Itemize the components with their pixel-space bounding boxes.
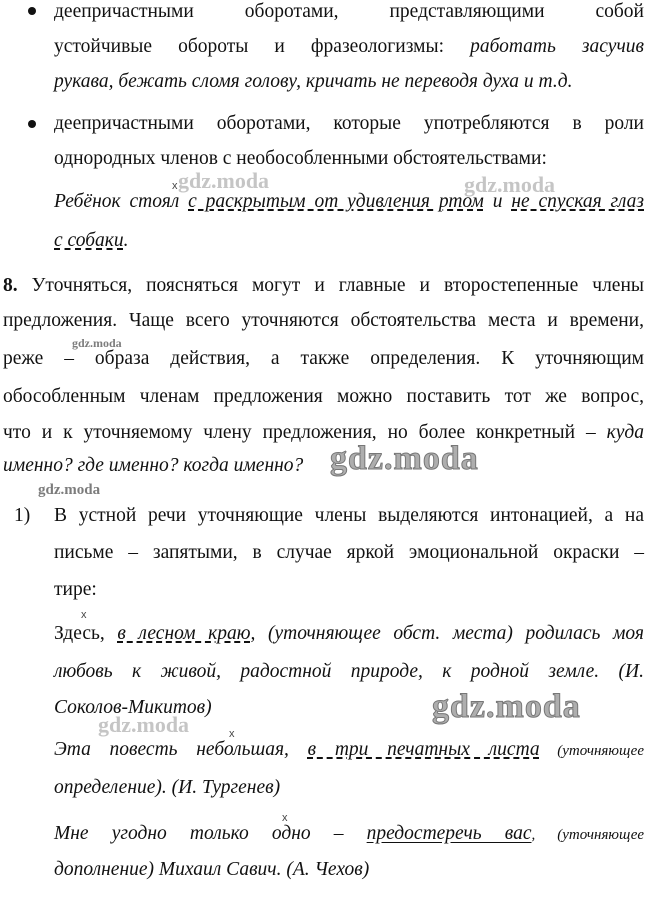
underlined-phrase: предостеречь вас <box>366 823 532 844</box>
text-line: обособленным членам предложения можно поставить тот же вопрос, <box>3 386 644 407</box>
text-line <box>3 274 644 298</box>
italic-example <box>54 190 644 214</box>
underlined-phrase: в три печатных листа <box>307 739 540 760</box>
italic-example <box>54 822 644 847</box>
underlined-phrase: с раскрытым от удивления ртом <box>188 191 484 212</box>
italic-example: куда <box>606 422 644 443</box>
italic-example <box>54 738 644 763</box>
text-span: , (уточняющее <box>531 827 645 843</box>
italic-example <box>54 229 129 253</box>
italic-example: рукава, бежать сломя голову, кричать не переводя духа и т.д. <box>54 71 573 92</box>
text-line: письме – запятыми, в случае яркой эмоциональной окраски – <box>54 542 644 563</box>
text-line: предложения. Чаще всего уточняются обстоятельства места и времени, <box>3 310 644 331</box>
text-line <box>3 421 644 445</box>
list-number: 1) <box>14 505 31 526</box>
italic-example: работать засучив <box>470 36 644 57</box>
text-span: Ребёнок стоял <box>54 191 189 212</box>
text-span: Мне угодно только одно – <box>54 823 367 844</box>
text-span: . <box>123 230 129 251</box>
watermark: gdz.moda <box>330 440 479 477</box>
italic-example <box>54 622 644 646</box>
watermark-mark: x <box>81 609 87 621</box>
watermark: gdz.moda <box>72 336 122 350</box>
watermark: gdz.moda <box>38 482 101 498</box>
text-span: (уточняющее <box>539 743 644 759</box>
italic-example: именно? где именно? когда именно? <box>3 455 304 476</box>
text-line: тире: <box>54 579 97 600</box>
text-line: деепричастными оборотами, представляющими собой <box>54 1 644 22</box>
text-line: реже – образа действия, а также определения. К уточняющим <box>3 348 644 369</box>
underlined-phrase: в лесном краю <box>117 623 251 644</box>
text-line: деепричастными оборотами, которые употребляются в роли <box>54 113 644 134</box>
watermark: gdz.moda <box>178 168 270 193</box>
bullet-marker <box>28 7 36 15</box>
text-line: В устной речи уточняющие члены выделяются интонацией, а на <box>54 505 644 526</box>
text-span: , (уточняющее обст. места) родилась моя <box>250 623 644 644</box>
watermark-mark: x <box>172 180 178 192</box>
underlined-phrase: с собаки <box>54 230 124 251</box>
italic-example: любовь к живой, радостной природе, к родной земле. (И. <box>54 661 644 682</box>
text-span: Эта повесть небольшая, <box>54 739 308 760</box>
watermark-mark: x <box>229 728 235 740</box>
watermark: gdz.moda <box>464 172 556 197</box>
watermark: gdz.moda <box>98 712 190 737</box>
bullet-marker <box>28 120 36 128</box>
text-span: Здесь, <box>54 623 118 644</box>
italic-example: дополнение) Михаил Савич. (А. Чехов) <box>54 859 370 880</box>
text-span: что и к уточняемому члену предложения, но более конкретный – <box>3 422 607 443</box>
italic-example: Соколов-Микитов) <box>54 697 212 718</box>
italic-example: определение). (И. Тургенев) <box>54 777 281 798</box>
text-span: и <box>483 191 512 212</box>
text-line <box>54 35 644 59</box>
watermark-mark: x <box>282 812 288 824</box>
watermark: gdz.moda <box>432 688 581 725</box>
text-span: Уточняться, поясняться могут и главные и второстепенные члены <box>17 275 644 296</box>
section-number: 8. <box>3 275 18 296</box>
text-span: устойчивые обороты и фразеологизмы: <box>54 36 471 57</box>
underlined-phrase: не спуская глаз <box>511 191 645 212</box>
text-line: однородных членов с необособленными обстоятельствами: <box>54 148 547 169</box>
